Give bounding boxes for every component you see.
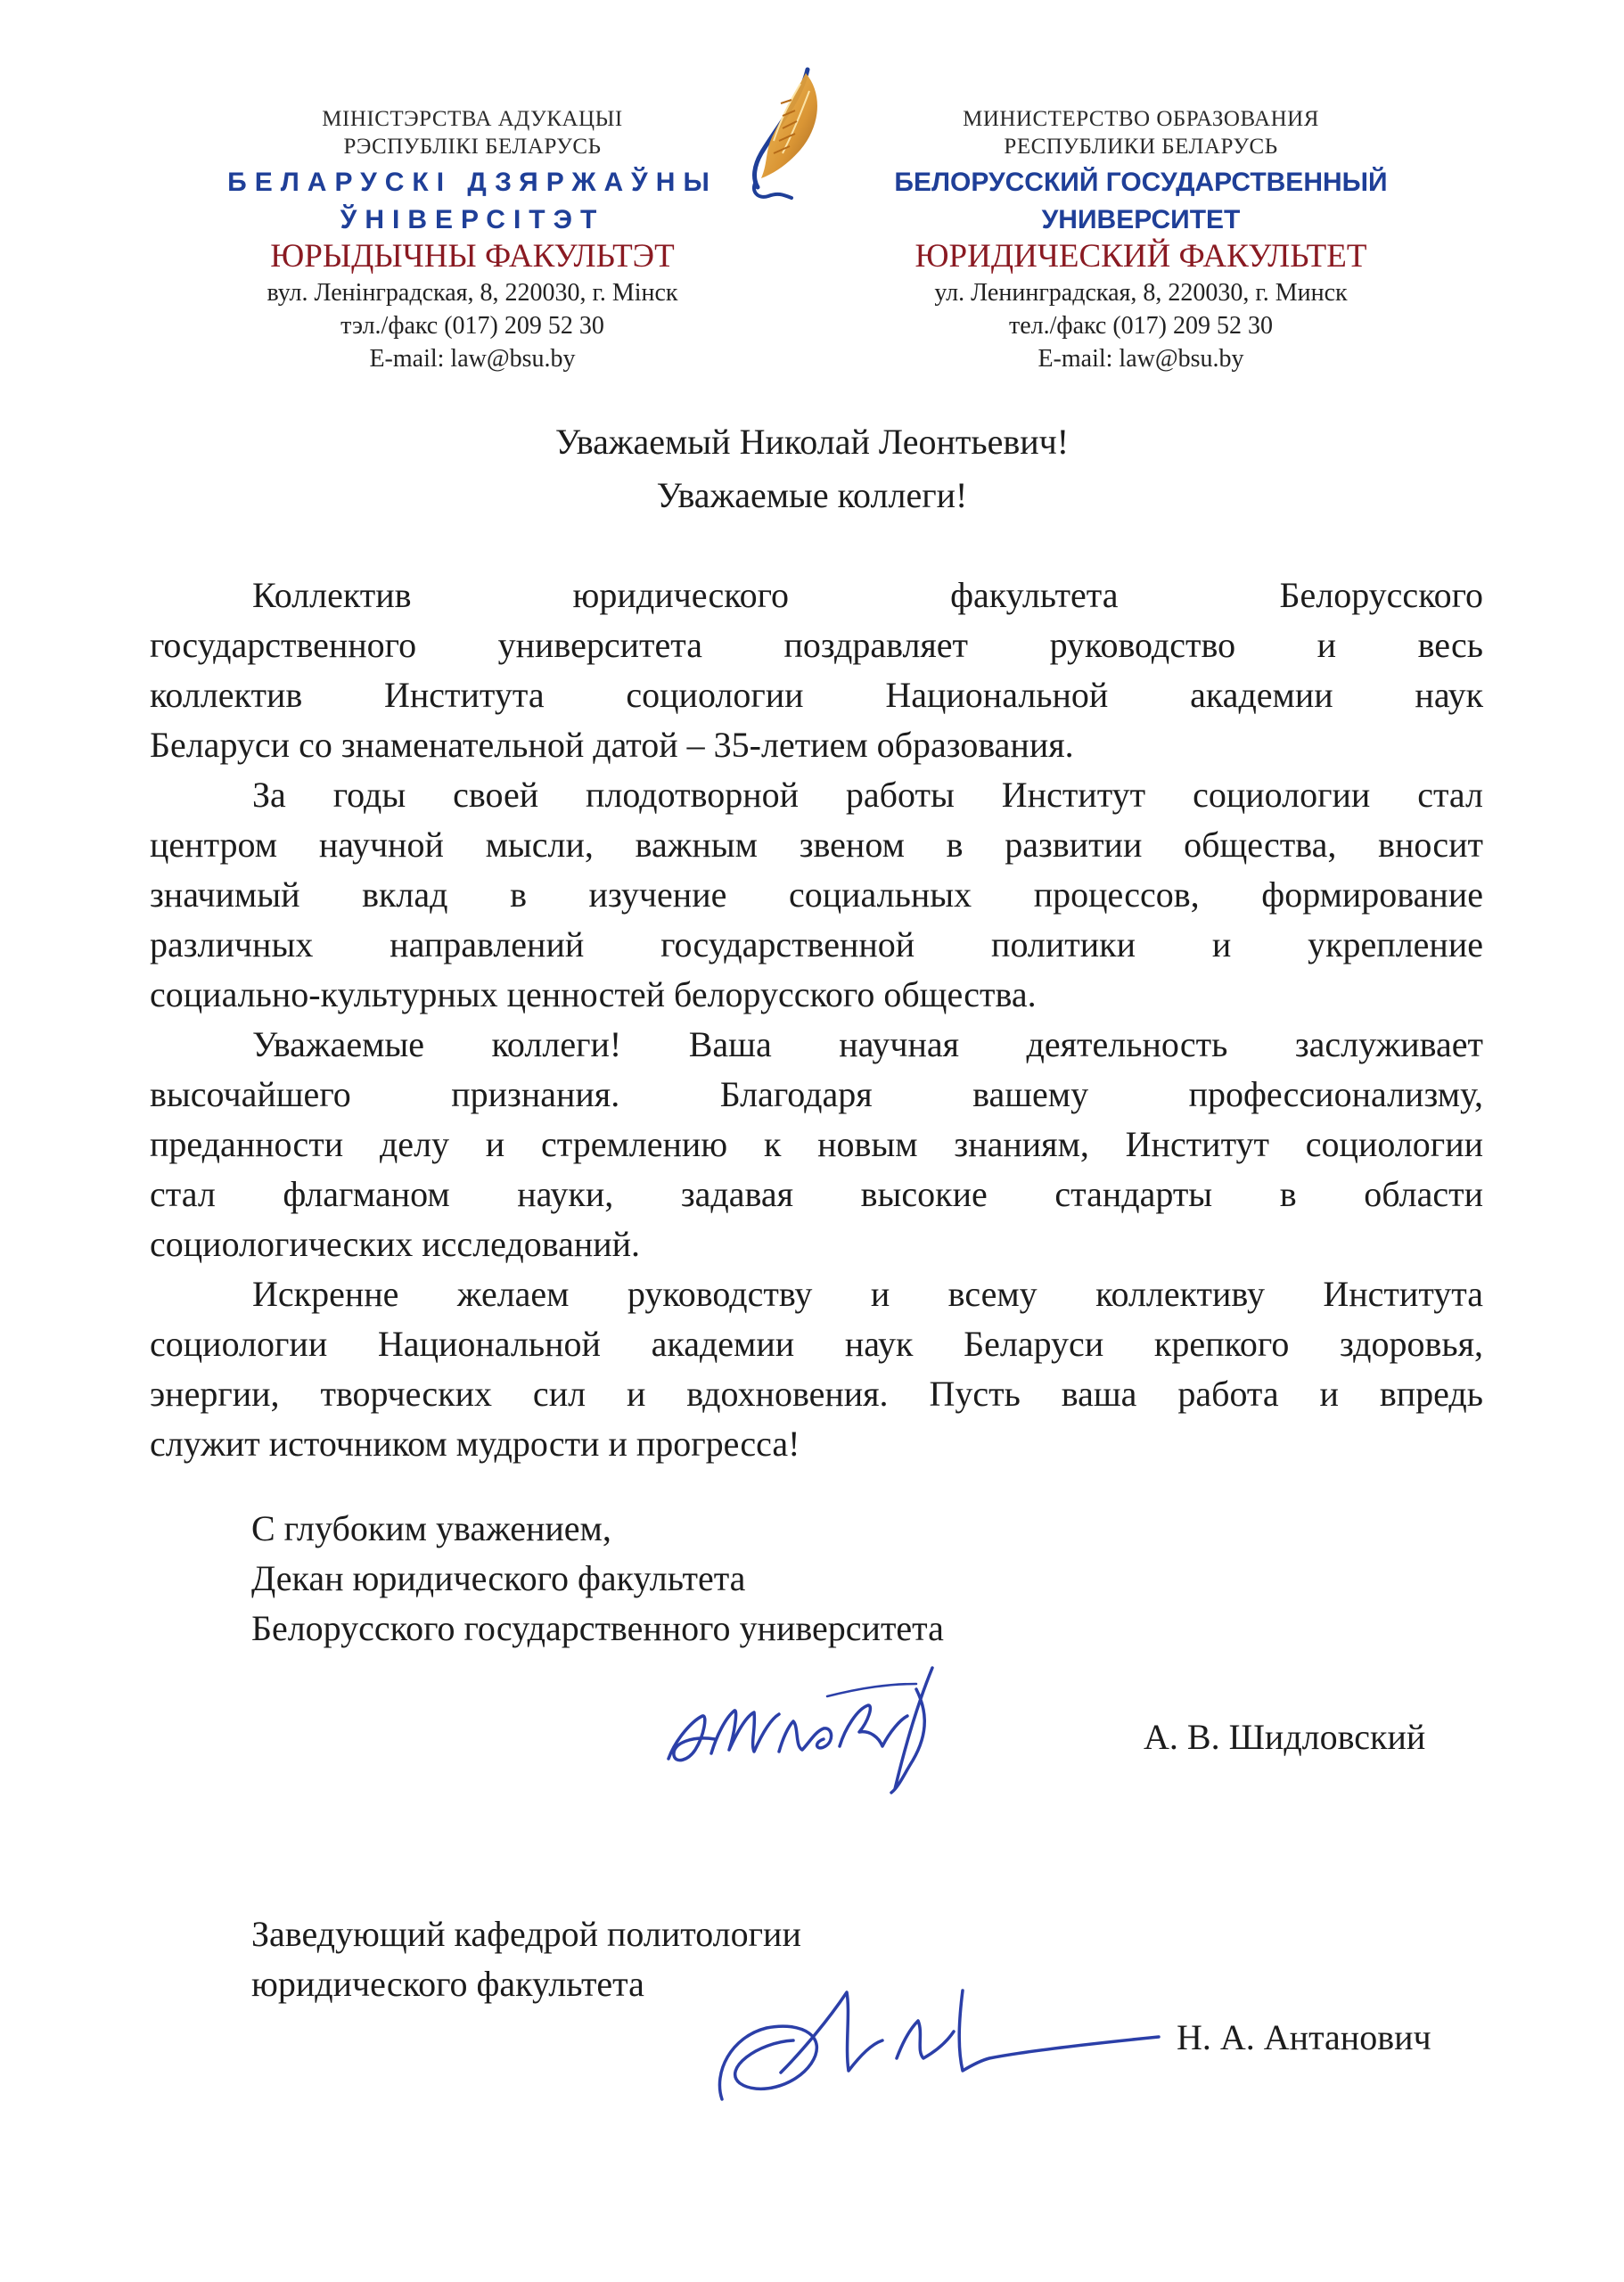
body-line: Беларуси со знаменательной датой – 35-летием образования. [150, 725, 1074, 765]
body-line: За годы своей плодотворной работы Институт социологии стал [252, 775, 1483, 815]
ministry-name-ru: МИНИСТЕРСТВО ОБРАЗОВАНИЯ [963, 107, 1319, 131]
body-line: Уважаемые коллеги! Ваша научная деятельность заслуживает [252, 1024, 1483, 1064]
body-line: различных направлений государственной политики и укрепление [150, 924, 1483, 965]
ministry-name-by: МІНІСТЭРСТВА АДУКАЦЫІ [322, 107, 623, 131]
body-line: энергии, творческих сил и вдохновения. Пусть ваша работа и впредь [150, 1374, 1483, 1414]
republic-name-ru: РЕСПУБЛИКИ БЕЛАРУСЬ [1004, 135, 1278, 159]
letter-body [150, 570, 1483, 1469]
address-ru: ул. Ленинградская, 8, 220030, г. Минск [934, 279, 1348, 307]
department-head-faculty: юридического факультета [251, 1964, 644, 2004]
body-line: государственного университета поздравляет руководство и весь [150, 625, 1483, 665]
university-name-ru-line1: БЕЛОРУССКИЙ ГОСУДАРСТВЕННЫЙ [894, 168, 1388, 197]
letterhead-right [829, 105, 1453, 375]
body-line: служит источником мудрости и прогресса! [150, 1424, 800, 1464]
email-by: E-mail: law@bsu.by [369, 345, 576, 373]
body-line: преданности делу и стремлению к новым знаниям, Институт социологии [150, 1124, 1483, 1164]
paragraph-4 [150, 1269, 1483, 1469]
body-line: социологических исследований. [150, 1224, 641, 1264]
phone-ru: тел./факс (017) 209 52 30 [1009, 312, 1273, 340]
email-ru: E-mail: law@bsu.by [1038, 345, 1244, 373]
closing-regards: С глубоким уважением, [251, 1508, 611, 1548]
department-head-name: Н. А. Антанович [1177, 2017, 1431, 2057]
university-name-by-line2: ЎНІВЕРСІТЭТ [340, 205, 605, 234]
body-line: высочайшего признания. Благодаря вашему профессионализму, [150, 1074, 1483, 1114]
body-line: центром научной мысли, важным звеном в развитии общества, вносит [150, 825, 1483, 865]
faculty-name-ru: ЮРИДИЧЕСКИЙ ФАКУЛЬТЕТ [915, 238, 1367, 275]
university-name-by-line1: БЕЛАРУСКІ ДЗЯРЖАЎНЫ [227, 168, 718, 197]
phone-by: тэл./факс (017) 209 52 30 [340, 312, 604, 340]
address-by: вул. Ленінградская, 8, 220030, г. Мінск [267, 279, 678, 307]
paragraph-2 [150, 770, 1483, 1020]
body-line: коллектив Института социологии Национальной академии наук [150, 675, 1483, 715]
body-line: Искренне желаем руководству и всему коллективу Института [252, 1274, 1483, 1314]
feather-quill-icon [738, 64, 831, 207]
republic-name-by: РЭСПУБЛІКІ БЕЛАРУСЬ [343, 135, 602, 159]
body-line: стал флагманом науки, задавая высокие стандарты в области [150, 1174, 1483, 1214]
faculty-name-by: ЮРЫДЫЧНЫ ФАКУЛЬТЭТ [270, 238, 675, 275]
department-head-title: Заведующий кафедрой политологии [251, 1914, 801, 1954]
body-line: Коллектив юридического факультета Белорусского [252, 575, 1483, 615]
paragraph-3 [150, 1020, 1483, 1269]
body-line: значимый вклад в изучение социальных процессов, формирование [150, 874, 1483, 915]
department-head-signature [695, 1966, 1177, 2117]
letterhead-left [205, 105, 740, 375]
dean-university: Белорусского государственного университета [251, 1608, 944, 1648]
dean-title: Декан юридического факультета [251, 1558, 746, 1598]
body-line: социально-культурных ценностей белорусского общества. [150, 974, 1037, 1014]
closing-block [251, 1504, 944, 1654]
paragraph-1 [150, 570, 1483, 770]
university-name-ru-line2: УНИВЕРСИТЕТ [1041, 205, 1241, 234]
salutation-line-1: Уважаемый Николай Леонтьевич! [554, 422, 1070, 462]
dean-signature [649, 1654, 988, 1805]
body-line: социологии Национальной академии наук Беларуси крепкого здоровья, [150, 1324, 1483, 1364]
dean-name: А. В. Шидловский [1144, 1717, 1426, 1757]
salutation-line-2: Уважаемые коллеги! [656, 475, 968, 515]
